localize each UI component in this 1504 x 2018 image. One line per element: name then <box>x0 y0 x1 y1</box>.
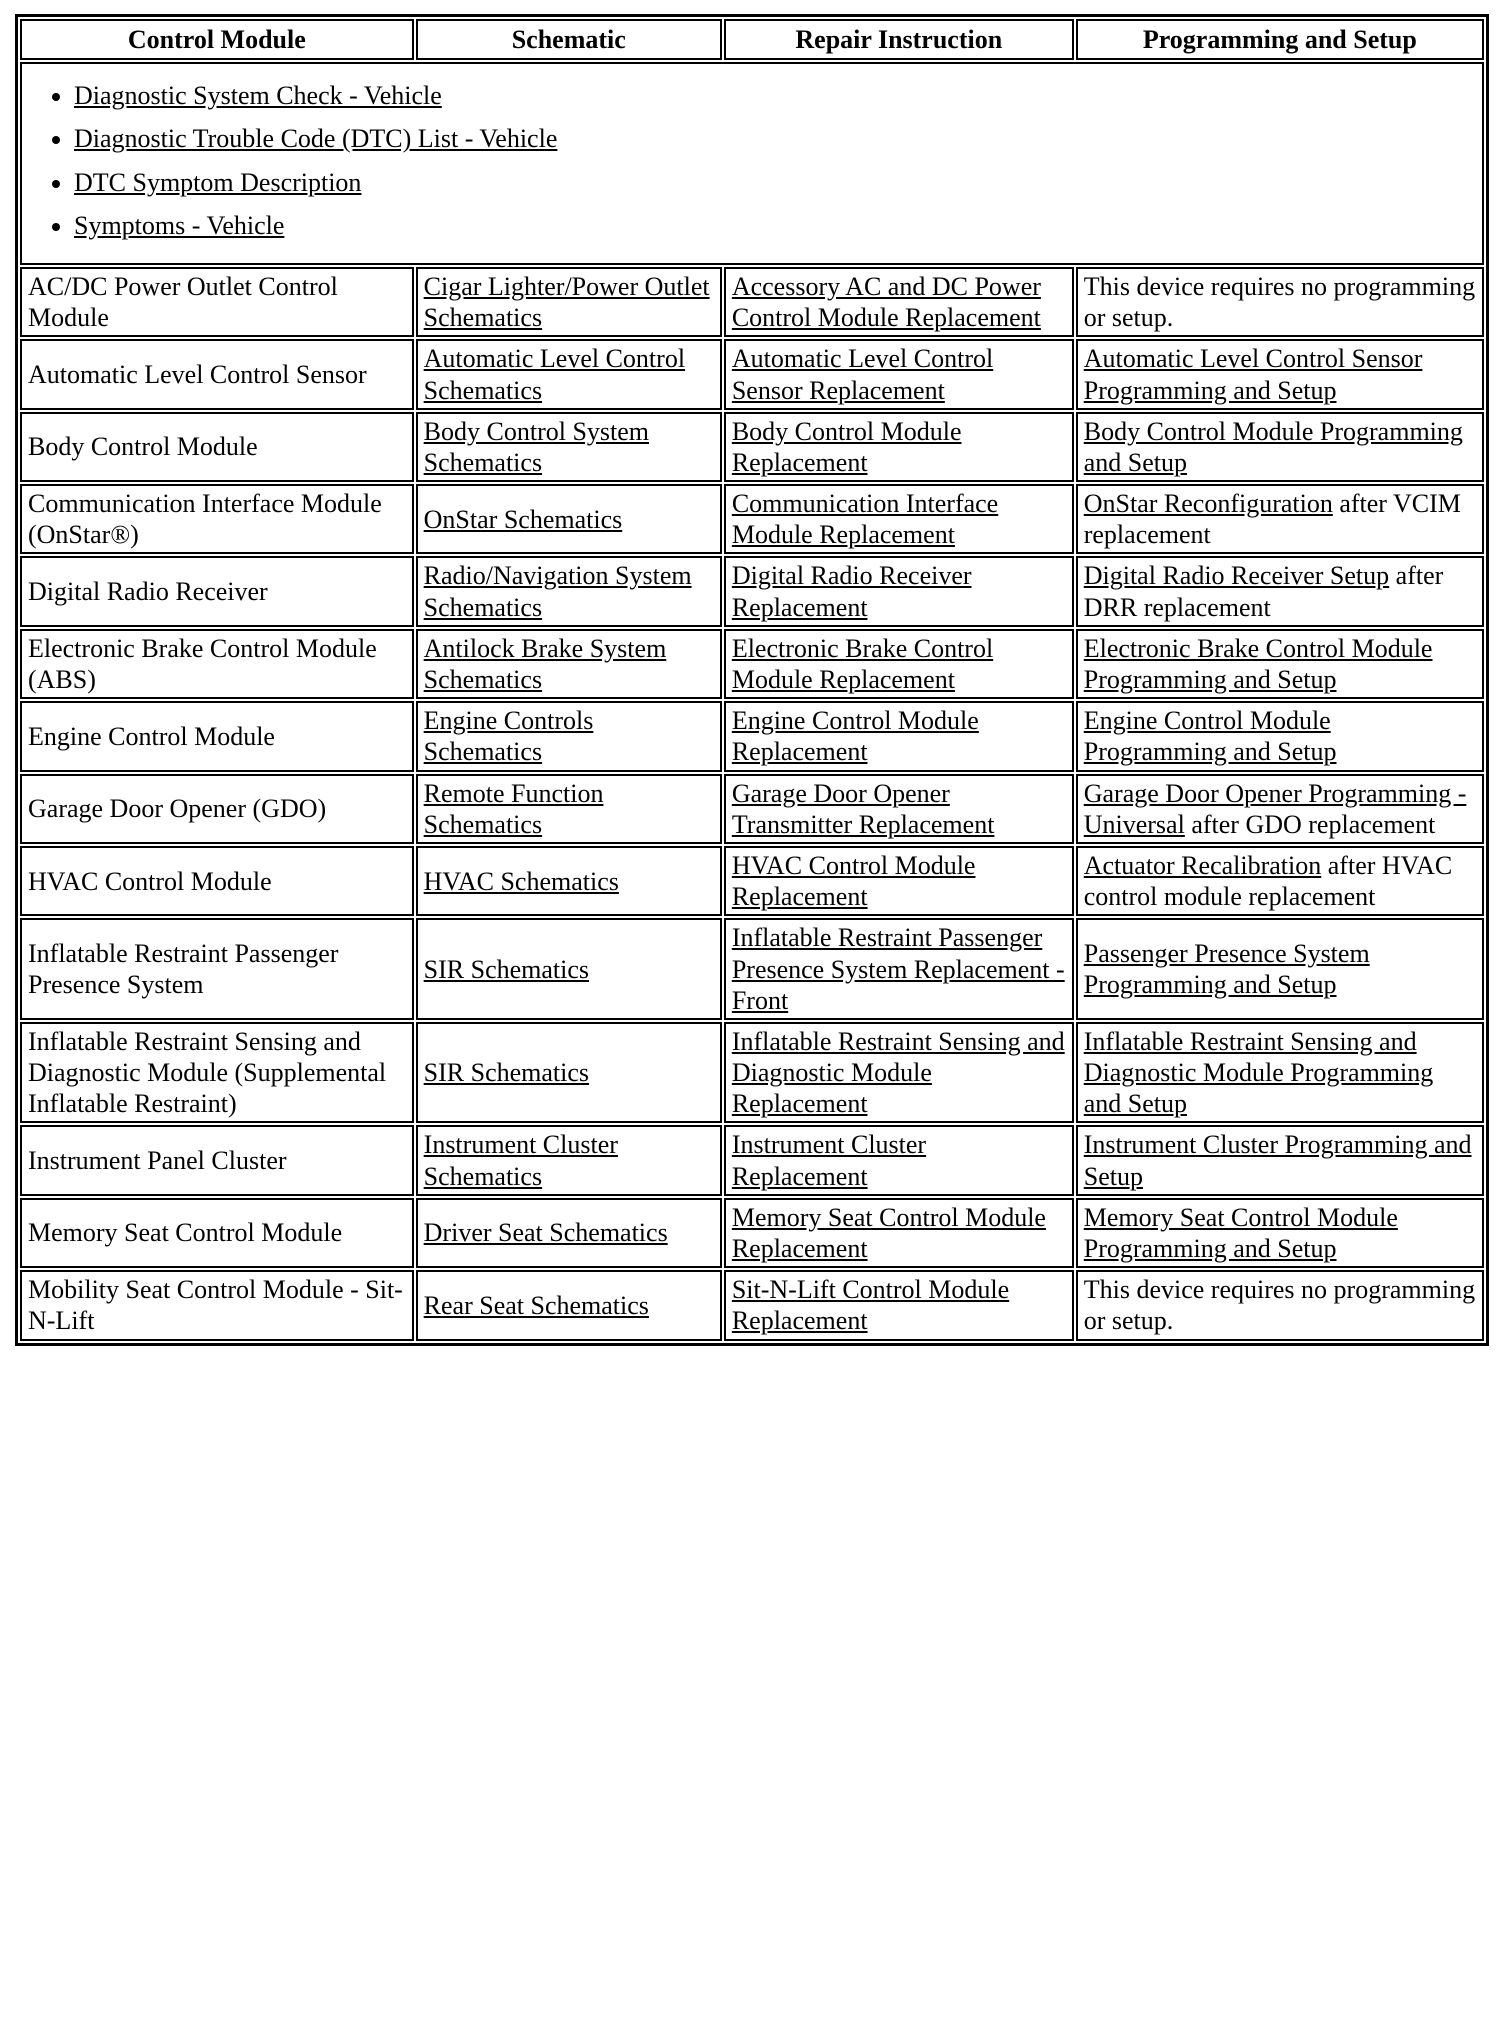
column-header-control-module: Control Module <box>20 19 414 60</box>
repair-instruction-cell <box>724 918 1074 1020</box>
static-text: Communication Interface Module (OnStar®) <box>28 489 382 550</box>
static-text: Instrument Panel Cluster <box>28 1146 287 1176</box>
control-module-cell <box>20 339 414 409</box>
schematic-cell <box>416 484 722 554</box>
repair-instruction-cell <box>724 774 1074 844</box>
schematic-link[interactable]: Radio/Navigation System Schematics <box>423 561 692 622</box>
schematic-link[interactable]: Antilock Brake System Schematics <box>423 633 667 694</box>
programming-setup-cell <box>1076 701 1484 771</box>
programming-setup-link[interactable]: Automatic Level Control Sensor Programming and Setup <box>1083 344 1423 405</box>
programming-setup-link[interactable]: Digital Radio Receiver Setup <box>1083 561 1390 591</box>
schematic-cell <box>416 339 722 409</box>
repair-instruction-cell <box>724 1270 1074 1340</box>
static-text: after GDO replacement <box>1184 809 1436 839</box>
schematic-cell <box>416 774 722 844</box>
programming-setup-link[interactable]: Garage Door Opener Programming - Universal <box>1083 778 1467 839</box>
repair-instruction-cell <box>724 339 1074 409</box>
repair-instruction-link[interactable]: Communication Interface Module Replacement <box>731 489 999 550</box>
table-row <box>20 846 1484 916</box>
programming-setup-cell <box>1076 846 1484 916</box>
static-text: Automatic Level Control Sensor <box>28 359 367 389</box>
repair-instruction-link[interactable]: Digital Radio Receiver Replacement <box>731 561 972 622</box>
schematic-link[interactable]: Remote Function Schematics <box>423 778 604 839</box>
repair-instruction-cell <box>724 1022 1074 1124</box>
table-row <box>20 1125 1484 1195</box>
schematic-link[interactable]: OnStar Schematics <box>423 504 623 534</box>
programming-setup-link[interactable]: Electronic Brake Control Module Programming and Setup <box>1083 633 1433 694</box>
schematic-link[interactable]: Body Control System Schematics <box>423 416 650 477</box>
programming-setup-cell <box>1076 1125 1484 1195</box>
programming-setup-link[interactable]: Passenger Presence System Programming and Setup <box>1083 938 1370 1000</box>
diagnostic-link[interactable]: Symptoms - Vehicle <box>74 210 285 240</box>
diagnostic-links-list <box>40 80 1476 241</box>
table-row <box>20 556 1484 626</box>
schematic-link[interactable]: Rear Seat Schematics <box>423 1290 649 1320</box>
static-text: Inflatable Restraint Sensing and Diagnostic Module (Supplemental Inflatable Restraint) <box>28 1026 387 1119</box>
repair-instruction-cell <box>724 484 1074 554</box>
static-text: after VCIM replacement <box>1083 489 1461 550</box>
repair-instruction-link[interactable]: Instrument Cluster Replacement <box>731 1130 927 1191</box>
programming-setup-link[interactable]: Instrument Cluster Programming and Setup <box>1083 1130 1472 1191</box>
static-text: after DRR replacement <box>1083 561 1444 622</box>
schematic-link[interactable]: SIR Schematics <box>423 1058 590 1088</box>
schematic-link[interactable]: Automatic Level Control Schematics <box>423 344 686 405</box>
schematic-cell <box>416 1125 722 1195</box>
programming-setup-cell <box>1076 1198 1484 1268</box>
repair-instruction-link[interactable]: Automatic Level Control Sensor Replacement <box>731 344 994 405</box>
table-row <box>20 339 1484 409</box>
repair-instruction-cell <box>724 701 1074 771</box>
static-text: Digital Radio Receiver <box>28 577 268 607</box>
repair-instruction-cell <box>724 846 1074 916</box>
control-module-cell <box>20 412 414 482</box>
repair-instruction-cell <box>724 412 1074 482</box>
static-text: HVAC Control Module <box>28 866 272 896</box>
diagnostic-links-cell <box>20 62 1484 265</box>
repair-instruction-cell <box>724 1125 1074 1195</box>
programming-setup-cell <box>1076 484 1484 554</box>
static-text: Garage Door Opener (GDO) <box>28 794 327 824</box>
schematic-cell <box>416 1022 722 1124</box>
programming-setup-cell <box>1076 1270 1484 1340</box>
programming-setup-cell <box>1076 339 1484 409</box>
static-text: Engine Control Module <box>28 721 275 751</box>
programming-setup-cell <box>1076 1022 1484 1124</box>
diagnostic-list-item <box>74 80 1476 111</box>
repair-instruction-link[interactable]: Body Control Module Replacement <box>731 416 962 477</box>
programming-setup-cell <box>1076 412 1484 482</box>
header-row <box>20 19 1484 60</box>
repair-instruction-link[interactable]: HVAC Control Module Replacement <box>731 850 976 912</box>
programming-setup-link[interactable]: Engine Control Module Programming and Setup <box>1083 706 1337 767</box>
table-row <box>20 774 1484 844</box>
diagnostic-link[interactable]: Diagnostic System Check - Vehicle <box>74 81 442 111</box>
programming-setup-cell <box>1076 774 1484 844</box>
table-row <box>20 484 1484 554</box>
repair-instruction-cell <box>724 629 1074 699</box>
schematic-link[interactable]: SIR Schematics <box>423 954 590 984</box>
column-header-repair-instruction: Repair Instruction <box>724 19 1074 60</box>
repair-instruction-link[interactable]: Sit-N-Lift Control Module Replacement <box>731 1275 1010 1336</box>
repair-instruction-cell <box>724 267 1074 337</box>
control-module-cell <box>20 1270 414 1340</box>
programming-setup-cell <box>1076 556 1484 626</box>
programming-setup-cell <box>1076 629 1484 699</box>
control-module-cell <box>20 629 414 699</box>
control-module-cell <box>20 918 414 1020</box>
programming-setup-cell <box>1076 918 1484 1020</box>
static-text: Electronic Brake Control Module (ABS) <box>28 633 377 694</box>
repair-instruction-link[interactable]: Inflatable Restraint Sensing and Diagnostic Module Replacement <box>731 1026 1065 1119</box>
static-text: Mobility Seat Control Module - Sit-N-Lift <box>28 1275 403 1336</box>
static-text: Inflatable Restraint Passenger Presence System <box>28 938 339 1000</box>
repair-instruction-link[interactable]: Engine Control Module Replacement <box>731 706 979 767</box>
control-module-cell <box>20 774 414 844</box>
static-text: This device requires no programming or setup. <box>1083 1275 1476 1336</box>
schematic-link[interactable]: Driver Seat Schematics <box>423 1218 668 1248</box>
schematic-link[interactable]: Engine Controls Schematics <box>423 706 594 767</box>
programming-setup-link[interactable]: Memory Seat Control Module Programming and Setup <box>1083 1202 1398 1263</box>
table-row <box>20 412 1484 482</box>
repair-instruction-link[interactable]: Inflatable Restraint Passenger Presence System Replacement - Front <box>731 923 1065 1015</box>
schematic-cell <box>416 412 722 482</box>
table-row <box>20 629 1484 699</box>
schematic-cell <box>416 1198 722 1268</box>
control-module-cell <box>20 1198 414 1268</box>
static-text: This device requires no programming or setup. <box>1083 271 1476 333</box>
table-row <box>20 1022 1484 1124</box>
programming-setup-link[interactable]: OnStar Reconfiguration <box>1083 489 1333 519</box>
column-header-programming-setup: Programming and Setup <box>1076 19 1484 60</box>
schematic-cell <box>416 629 722 699</box>
schematic-link[interactable]: HVAC Schematics <box>423 866 619 896</box>
control-module-cell <box>20 556 414 626</box>
diagnostic-links-row <box>20 62 1484 265</box>
control-module-cell <box>20 484 414 554</box>
control-module-cell <box>20 267 414 337</box>
control-module-cell <box>20 1022 414 1124</box>
repair-instruction-cell <box>724 556 1074 626</box>
schematic-cell <box>416 701 722 771</box>
diagnostic-list-item <box>74 123 1476 154</box>
column-header-schematic: Schematic <box>416 19 722 60</box>
control-module-cell <box>20 1125 414 1195</box>
diagnostic-list-item <box>74 210 1476 241</box>
programming-setup-cell <box>1076 267 1484 337</box>
schematic-link[interactable]: Instrument Cluster Schematics <box>423 1130 618 1191</box>
schematic-cell <box>416 1270 722 1340</box>
table-row <box>20 1270 1484 1340</box>
static-text: Body Control Module <box>28 432 258 462</box>
table-row <box>20 701 1484 771</box>
control-module-table <box>15 14 1489 1346</box>
diagnostic-link[interactable]: DTC Symptom Description <box>74 167 362 197</box>
programming-setup-link[interactable]: Actuator Recalibration <box>1083 850 1322 880</box>
programming-setup-link[interactable]: Body Control Module Programming and Setup <box>1083 416 1463 477</box>
schematic-cell <box>416 918 722 1020</box>
repair-instruction-link[interactable]: Garage Door Opener Transmitter Replacement <box>731 778 995 839</box>
static-text: after HVAC control module replacement <box>1083 850 1453 912</box>
table-row <box>20 267 1484 337</box>
diagnostic-link[interactable]: Diagnostic Trouble Code (DTC) List - Vehicle <box>74 124 558 154</box>
static-text: AC/DC Power Outlet Control Module <box>28 271 338 333</box>
schematic-cell <box>416 556 722 626</box>
table-row <box>20 1198 1484 1268</box>
repair-instruction-link[interactable]: Accessory AC and DC Power Control Module Replacement <box>731 271 1041 333</box>
programming-setup-link[interactable]: Inflatable Restraint Sensing and Diagnostic Module Programming and Setup <box>1083 1026 1434 1119</box>
table-row <box>20 918 1484 1020</box>
repair-instruction-link[interactable]: Electronic Brake Control Module Replacement <box>731 633 994 694</box>
schematic-cell <box>416 267 722 337</box>
control-module-cell <box>20 846 414 916</box>
static-text: Memory Seat Control Module <box>28 1218 343 1248</box>
schematic-link[interactable]: Cigar Lighter/Power Outlet Schematics <box>423 271 710 333</box>
repair-instruction-cell <box>724 1198 1074 1268</box>
schematic-cell <box>416 846 722 916</box>
repair-instruction-link[interactable]: Memory Seat Control Module Replacement <box>731 1202 1046 1263</box>
diagnostic-list-item <box>74 167 1476 198</box>
control-module-cell <box>20 701 414 771</box>
